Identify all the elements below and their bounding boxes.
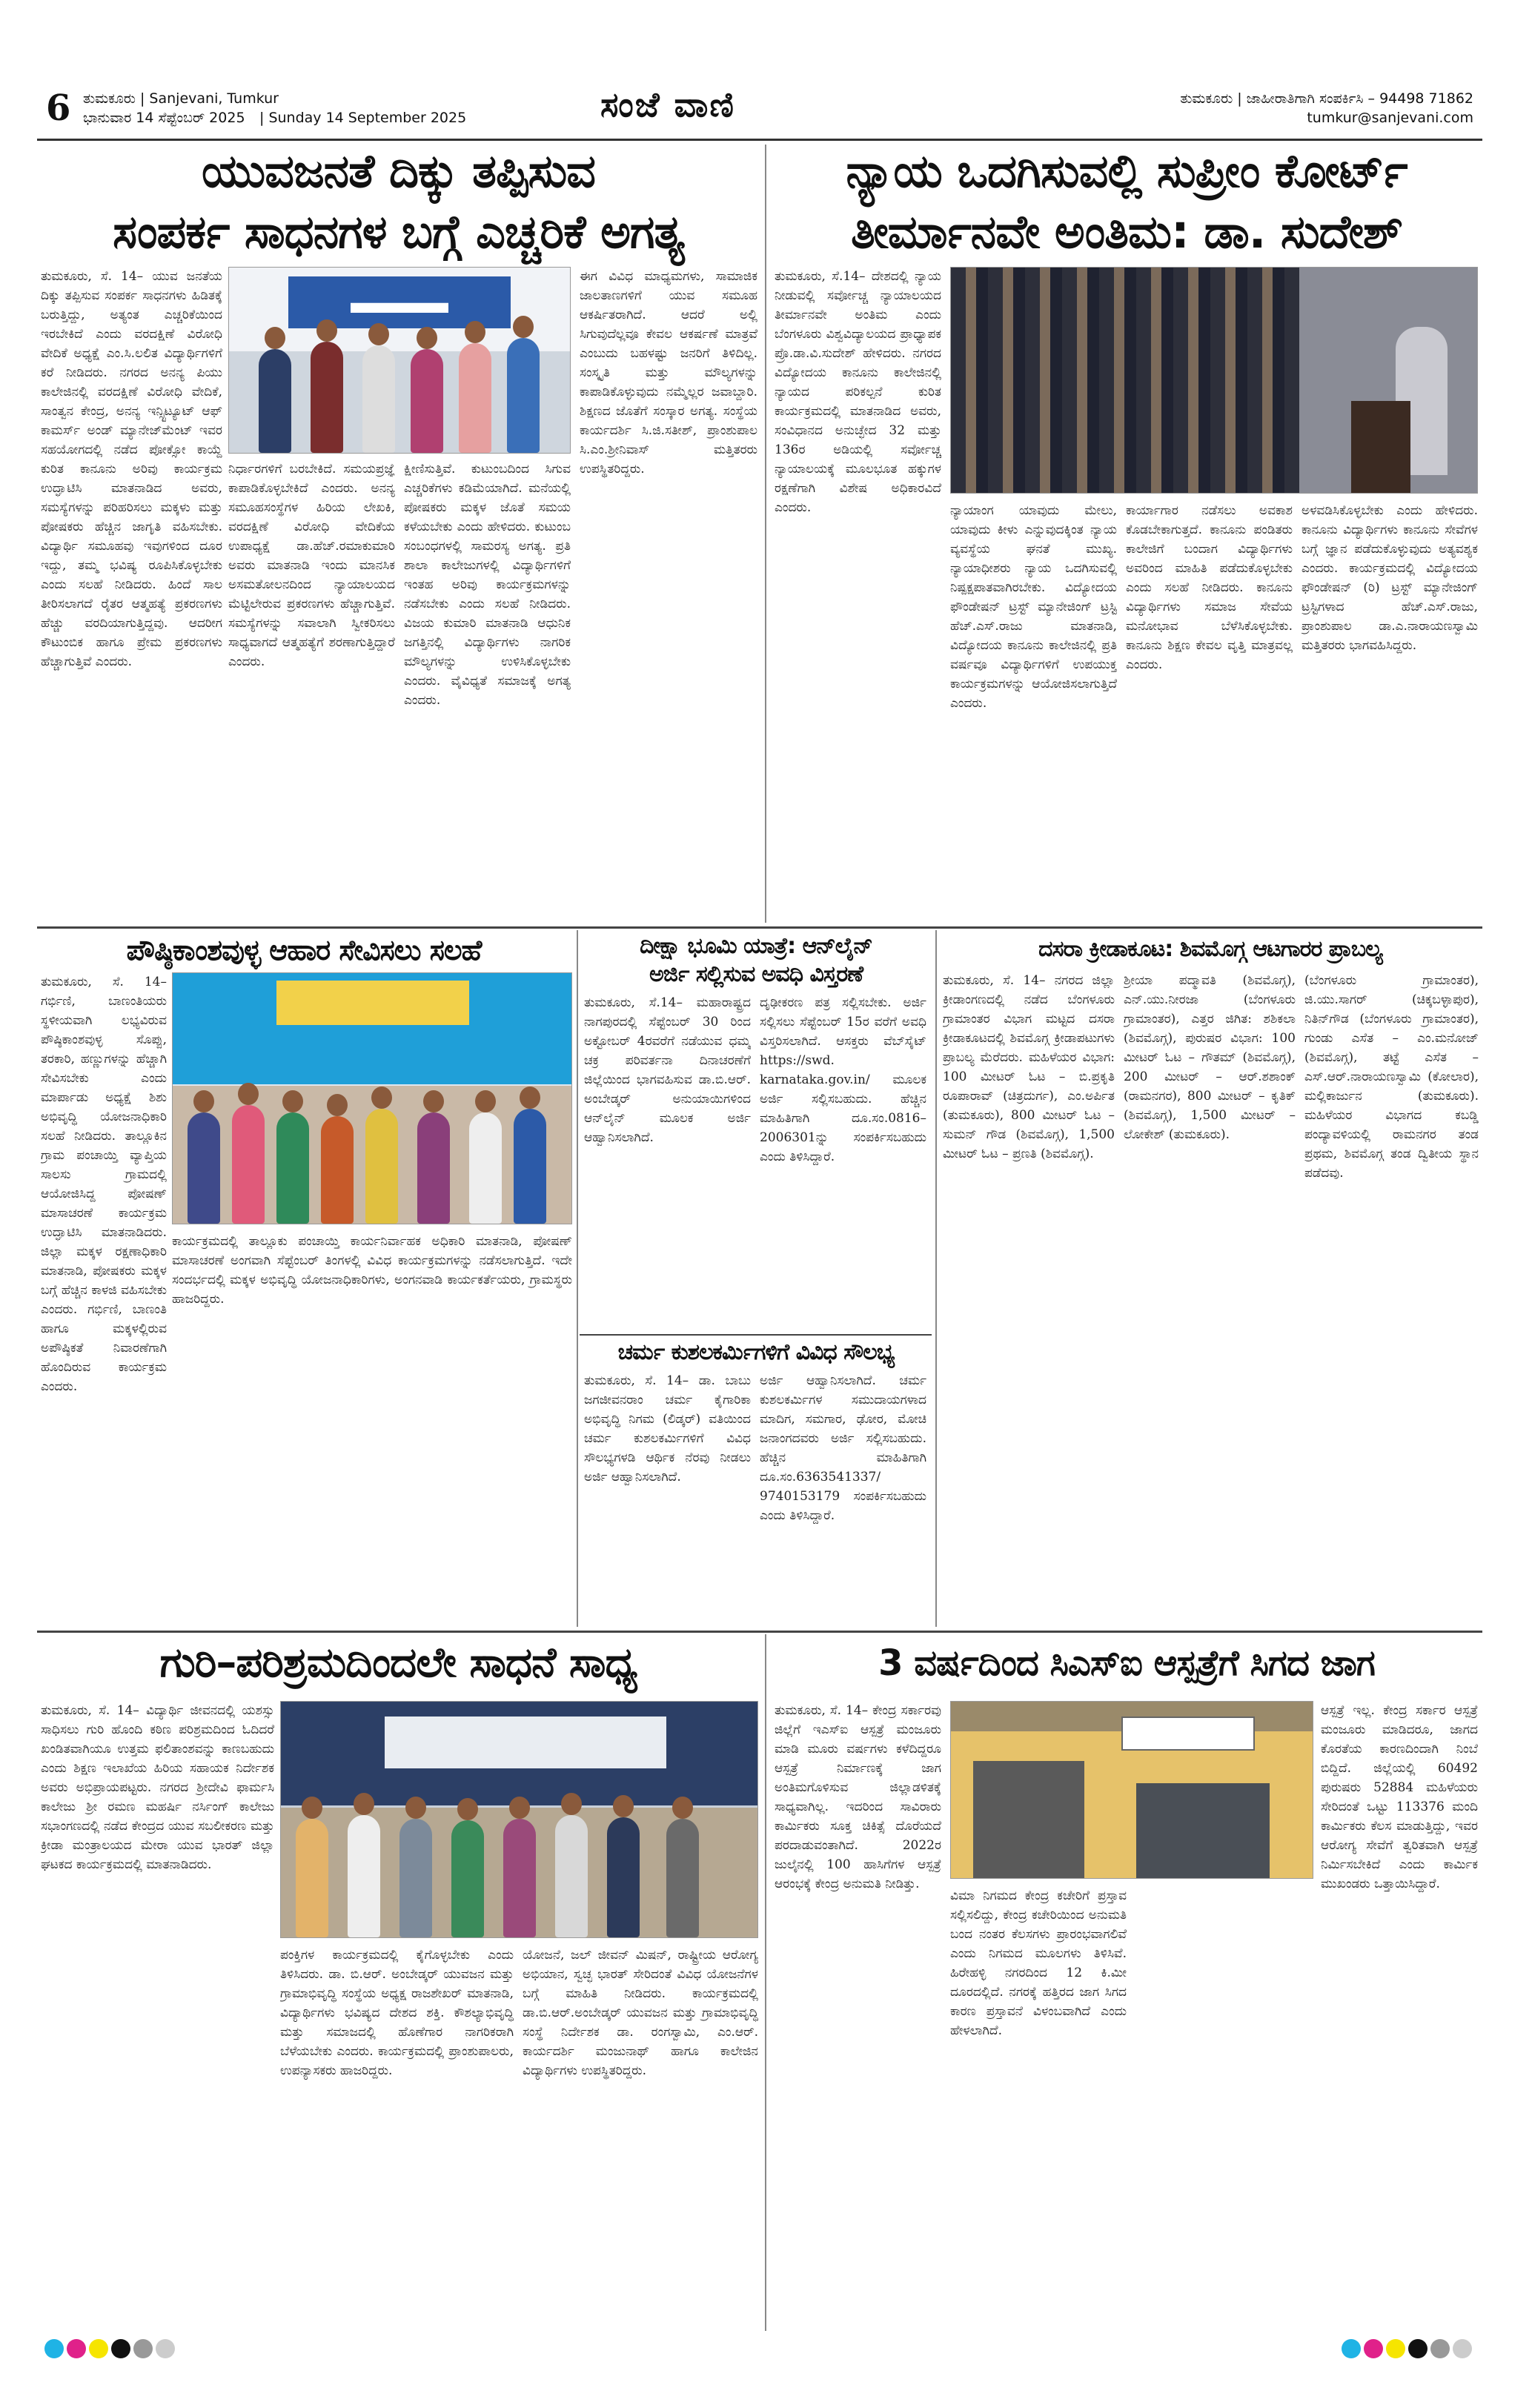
masthead-right bbox=[1180, 89, 1473, 127]
article-body-col: ವಿಮಾ ನಿಗಮದ ಕೇಂದ್ರ ಕಚೇರಿಗೆ ಪ್ರಸ್ತಾವ ಸಲ್ಲಿಸಲಿದ್ದು, ಕೇಂದ್ರ ಕಚೇರಿಯಿಂದ ಅನುಮತಿ ಬಂದ ನಂತರ ಕೆಲಸಗಳು ಪ್ರಾರಂಭವಾಗಲಿವೆ ಎಂದು ನಿಗಮದ ಮೂಲಗಳು ತಿಳಿಸಿವೆ. ಹಿರೇಹಳ್ಳಿ ನಗರದಿಂದ 12 ಕಿ.ಮೀ ದೂರದಲ್ಲಿದೆ. ನಗರಕ್ಕೆ ಹತ್ತಿರದ ಜಾಗ ಸಿಗದ ಕಾರಣ ಪ್ರಸ್ತಾವನೆ ವಿಳಂಬವಾಗಿದೆ ಎಂದು ಹೇಳಲಾಗಿದೆ. bbox=[950, 1888, 1127, 2038]
section-divider bbox=[37, 1631, 1482, 1633]
yellow-registration-dot bbox=[89, 2339, 108, 2358]
headline-line-2: ಸಂಪರ್ಕ ಸಾಧನಗಳ ಬಗ್ಗೆ ಎಚ್ಚರಿಕೆ ಅಗತ್ಯ bbox=[113, 205, 684, 259]
cyan-registration-dot bbox=[1342, 2339, 1361, 2358]
building-photo bbox=[950, 1701, 1313, 1879]
article-headline: 3 ವರ್ಷದಿಂದ ಸಿಎಸ್‌ಐ ಆಸ್ಪತ್ರೆಗೆ ಸಿಗದ ಜಾಗ bbox=[878, 1642, 1375, 1684]
gray-registration-dot bbox=[1430, 2339, 1450, 2358]
light-gray-registration-dot bbox=[1453, 2339, 1472, 2358]
article-body-col: ತುಮಕೂರು, ಸೆ. 14– ಗರ್ಭಿಣಿ, ಬಾಣಂತಿಯರು ಸ್ಥಳೀಯವಾಗಿ ಲಭ್ಯವಿರುವ ಪೌಷ್ಠಿಕಾಂಶವುಳ್ಳ ಸೊಪ್ಪು, ತರಕಾರಿ, ಹಣ್ಣುಗಳನ್ನು ಹೆಚ್ಚಾಗಿ ಸೇವಿಸಬೇಕು ಎಂದು ಮಾರ್ಪಾಡು ಅಧ್ಯಕ್ಷೆ ಶಿಶು ಅಭಿವೃದ್ಧಿ ಯೋಜನಾಧಿಕಾರಿ ಸಲಹೆ ನೀಡಿದರು. ತಾಲ್ಲೂಕಿನ ಗ್ರಾಮ ಪಂಚಾಯ್ತಿ ವ್ಯಾಪ್ತಿಯ ಸಾಲಸು ಗ್ರಾಮದಲ್ಲಿ ಆಯೋಜಿಸಿದ್ದ ಪೋಷಣ್ ಮಾಸಾಚರಣೆ ಕಾರ್ಯಕ್ರಮ ಉದ್ಘಾಟಿಸಿ ಮಾತನಾಡಿದರು. ಜಿಲ್ಲಾ ಮಕ್ಕಳ ರಕ್ಷಣಾಧಿಕಾರಿ ಮಾತನಾಡಿ, ಪೋಷಕರು ಮಕ್ಕಳ ಬಗ್ಗೆ ಹೆಚ್ಚಿನ ಕಾಳಜಿ ವಹಿಸಬೇಕು ಎಂದರು. ಗರ್ಭಿಣಿ, ಬಾಣಂತಿ ಹಾಗೂ ಮಕ್ಕಳಲ್ಲಿರುವ ಅಪೌಷ್ಠಿಕತೆ ನಿವಾರಣೆಗಾಗಿ ಹೊಂದಿರುವ ಕಾರ್ಯಕ್ರಮ ಎಂದರು. bbox=[41, 975, 167, 1394]
article-body-col: ಅಳವಡಿಸಿಕೊಳ್ಳಬೇಕು ಎಂದು ಹೇಳಿದರು. ಕಾನೂನು ವಿದ್ಯಾರ್ಥಿಗಳು ಕಾನೂನು ಸೇವೆಗಳ ಬಗ್ಗೆ ಜ್ಞಾನ ಪಡೆದುಕೊಳ್ಳುವುದು ಅತ್ಯವಶ್ಯಕ ಎಂದರು. ಕಾರ್ಯಕ್ರಮದಲ್ಲಿ ವಿದ್ಯೋದಯ ಫೌಂಡೇಷನ್ (ರಿ) ಟ್ರಸ್ಟ್ ಮ್ಯಾನೇಜಿಂಗ್ ಟ್ರಸ್ಟಿಗಳಾದ ಹೆಚ್.ಎಸ್.ರಾಜು, ಪ್ರಾಂಶುಪಾಲ ಡಾ.ಎ.ನಾರಾಯಣಸ್ವಾಮಿ ಮತ್ತಿತರರು ಭಾಗವಹಿಸಿದ್ದರು. bbox=[1301, 503, 1478, 653]
article-headline bbox=[37, 141, 760, 262]
article-body-col bbox=[1135, 1886, 1313, 2327]
headline-line-1: ಯುವಜನತೆ ದಿಕ್ಕು ತಪ್ಪಿಸುವ bbox=[202, 144, 595, 198]
print-registration-bar bbox=[37, 2335, 1482, 2364]
article-body-col: ನ್ಯಾಯಾಂಗ ಯಾವುದು ಮೇಲು, ಯಾವುದು ಕೀಳು ಎನ್ನುವುದಕ್ಕಿಂತ ನ್ಯಾಯ ವ್ಯವಸ್ಥೆಯ ಘನತೆ ಮುಖ್ಯ. ನ್ಯಾಯಾಧೀಶರು ನ್ಯಾಯ ಒದಗಿಸುವಲ್ಲಿ ನಿಷ್ಪಕ್ಷಪಾತವಾಗಿರಬೇಕು. ವಿದ್ಯೋದಯ ಫೌಂಡೇಷನ್ ಟ್ರಸ್ಟ್ ಮ್ಯಾನೇಜಿಂಗ್ ಟ್ರಸ್ಟಿ ಹೆಚ್.ಎಸ್.ರಾಜು ಮಾತನಾಡಿ, ವಿದ್ಯೋದಯ ಕಾನೂನು ಕಾಲೇಜಿನಲ್ಲಿ ಪ್ರತಿ ವರ್ಷವೂ ವಿದ್ಯಾರ್ಥಿಗಳಿಗೆ ಉಪಯುಕ್ತ ಕಾರ್ಯಕ್ರಮಗಳನ್ನು ಆಯೋಜಿಸಲಾಗುತ್ತಿದೆ ಎಂದರು. bbox=[950, 503, 1117, 711]
article-body-col: ಆಸ್ಪತ್ರೆ ಇಲ್ಲ. ಕೇಂದ್ರ ಸರ್ಕಾರ ಆಸ್ಪತ್ರೆ ಮಂಜೂರು ಮಾಡಿದರೂ, ಜಾಗದ ಕೊರತೆಯ ಕಾರಣದಿಂದಾಗಿ ನಿಂಬೆ ಬಿದ್ದಿದೆ. ಜಿಲ್ಲೆಯಲ್ಲಿ 60492 ಪುರುಷರು 52884 ಮಹಿಳೆಯರು ಸೇರಿದಂತೆ ಒಟ್ಟು 113376 ಮಂದಿ ಕಾರ್ಮಿಕರು ಕೆಲಸ ಮಾಡುತ್ತಿದ್ದು, ಇವರ ಆರೋಗ್ಯ ಸೇವೆಗೆ ತ್ವರಿತವಾಗಿ ಆಸ್ಪತ್ರೆ ನಿರ್ಮಿಸಬೇಕಿದೆ ಎಂದು ಕಾರ್ಮಿಕ ಮುಖಂಡರು ಒತ್ತಾಯಿಸಿದ್ದಾರೆ. bbox=[1321, 1703, 1478, 1891]
date-kannada: ಭಾನುವಾರ 14 ಸೆಪ್ಟೆಂಬರ್ 2025 bbox=[83, 110, 245, 126]
signboard bbox=[1121, 1717, 1255, 1751]
logo-text: ಸಂಜೆ ವಾಣಿ bbox=[600, 84, 735, 125]
audience-graphic bbox=[951, 268, 1299, 494]
cyan-registration-dot bbox=[44, 2339, 64, 2358]
article-headline bbox=[582, 932, 930, 989]
headline-line-1: ನ್ಯಾಯ ಒದಗಿಸುವಲ್ಲಿ ಸುಪ್ರೀಂ ಕೋರ್ಟ್ bbox=[846, 144, 1407, 198]
article-body-col: ತುಮಕೂರು, ಸೆ. 14– ಯುವ ಜನತೆಯ ದಿಕ್ಕು ತಪ್ಪಿಸುವ ಸಂಪರ್ಕ ಸಾಧನಗಳು ಹಿಡಿತಕ್ಕೆ ಬರುತ್ತಿದ್ದು, ಅತ್ಯಂತ ಎಚ್ಚರಿಕೆಯಿಂದ ಇರಬೇಕಿದೆ ಎಂದು ವರದಕ್ಷಿಣೆ ವಿರೋಧಿ ವೇದಿಕೆ ಅಧ್ಯಕ್ಷೆ ಎಂ.ಸಿ.ಲಲಿತ ವಿದ್ಯಾರ್ಥಿಗಳಿಗೆ ಕರೆ ನೀಡಿದರು. ನಗರದ ಅನನ್ಯ ಪಿಯು ಕಾಲೇಜಿನಲ್ಲಿ ವರದಕ್ಷಿಣೆ ವಿರೋಧಿ ವೇದಿಕೆ, ಸಾಂತ್ವನ ಕೇಂದ್ರ, ಅನನ್ಯ ಇನ್ಸ್ಟಿಟ್ಯೂಟ್ ಆಫ್ ಕಾಮರ್ಸ್ ಅಂಡ್ ಮ್ಯಾನೇಜ್‌ಮೆಂಟ್ ಇವರ ಸಹಯೋಗದಲ್ಲಿ ನಡೆದ ಪೋಕ್ಸೋ ಕಾಯ್ದೆ ಕುರಿತ ಕಾನೂನು ಅರಿವು ಕಾರ್ಯಕ್ರಮ ಉದ್ಘಾಟಿಸಿ ಮಾತನಾಡಿದ ಅವರು, ಸಮಸ್ಯೆಗಳನ್ನು ಪರಿಹರಿಸಲು ಮಕ್ಕಳು ಮತ್ತು ಪೋಷಕರು ಹೆಚ್ಚಿನ ಜಾಗೃತಿ ವಹಿಸಬೇಕು. ವಿದ್ಯಾರ್ಥಿ ಸಮೂಹವು ಇವುಗಳಿಂದ ದೂರ ಇದ್ದು, ತಮ್ಮ ಭವಿಷ್ಯ ರೂಪಿಸಿಕೊಳ್ಳಬೇಕು ಎಂದು ಸಲಹೆ ನೀಡಿದರು. ಹಿಂದೆ ಸಾಲ ತೀರಿಸಲಾಗದೆ ರೈತರ ಆತ್ಮಹತ್ಯೆ ಪ್ರಕರಣಗಳು ಹೆಚ್ಚು ವರದಿಯಾಗುತ್ತಿದ್ದವು. ಆದರೀಗ ಕೌಟುಂಬಿಕ ಹಾಗೂ ಪ್ರೇಮ ಪ್ರಕರಣಗಳು ಹೆಚ್ಚಾಗುತ್ತಿವೆ ಎಂದರು. bbox=[41, 269, 222, 669]
column-divider bbox=[765, 145, 766, 923]
article-body-col: ತುಮಕೂರು, ಸೆ. 14– ವಿದ್ಯಾರ್ಥಿ ಜೀವನದಲ್ಲಿ ಯಶಸ್ಸು ಸಾಧಿಸಲು ಗುರಿ ಹೊಂದಿ ಕಠಿಣ ಪರಿಶ್ರಮದಿಂದ ಓದಿದರೆ ಖಂಡಿತವಾಗಿಯೂ ಉತ್ತಮ ಫಲಿತಾಂಶವನ್ನು ಕಾಣಬಹುದು ಎಂದು ಶಿಕ್ಷಣ ಇಲಾಖೆಯ ಹಿರಿಯ ಸಹಾಯಕ ನಿರ್ದೇಶಕ ಅವರು ಅಭಿಪ್ರಾಯಪಟ್ಟರು. ನಗರದ ಶ್ರೀದೇವಿ ಫಾರ್ಮಸಿ ಕಾಲೇಜು ಶ್ರೀ ರಮಣ ಮಹರ್ಷಿ ನರ್ಸಿಂಗ್ ಕಾಲೇಜು ಸಭಾಂಗಣದಲ್ಲಿ ನಡೆದ ಕೇಂದ್ರದ ಯುವ ಸಬಲೀಕರಣ ಮತ್ತು ಕ್ರೀಡಾ ಮಂತ್ರಾಲಯದ ಮೇರಾ ಯುವ ಭಾರತ್ ಜಿಲ್ಲಾ ಘಟಕದ ಕಾರ್ಯಕ್ರಮದಲ್ಲಿ ಮಾತನಾಡಿದರು. bbox=[41, 1703, 274, 1872]
magenta-registration-dot bbox=[67, 2339, 86, 2358]
light-gray-registration-dot bbox=[156, 2339, 175, 2358]
article-body-col: ತುಮಕೂರು, ಸೆ. 14– ಕೇಂದ್ರ ಸರ್ಕಾರವು ಜಿಲ್ಲೆಗೆ ಇಎಸ್‌ಐ ಆಸ್ಪತ್ರೆ ಮಂಜೂರು ಮಾಡಿ ಮೂರು ವರ್ಷಗಳು ಕಳೆದಿದ್ದರೂ ಆಸ್ಪತ್ರೆ ನಿರ್ಮಾಣಕ್ಕೆ ಜಾಗ ಅಂತಿಮಗೊಳಿಸುವ ಜಿಲ್ಲಾಡಳಿತಕ್ಕೆ ಸಾಧ್ಯವಾಗಿಲ್ಲ. ಇದರಿಂದ ಸಾವಿರಾರು ಕಾರ್ಮಿಕರು ಸೂಕ್ತ ಚಿಕಿತ್ಸೆ ದೊರೆಯದೆ ಪರದಾಡುವಂತಾಗಿದೆ. 2022ರ ಜುಲೈನಲ್ಲಿ 100 ಹಾಸಿಗೆಗಳ ಆಸ್ಪತ್ರೆ ಆರಂಭಕ್ಕೆ ಕೇಂದ್ರ ಅನುಮತಿ ನೀಡಿತ್ತು. bbox=[775, 1703, 941, 1891]
headline-line-2: ತೀರ್ಮಾನವೇ ಅಂತಿಮ: ಡಾ. ಸುದೇಶ್ bbox=[850, 205, 1402, 259]
article-body-col: ತುಮಕೂರು, ಸೆ. 14– ನಗರದ ಜಿಲ್ಲಾ ಕ್ರೀಡಾಂಗಣದಲ್ಲಿ ನಡೆದ ಬೆಂಗಳೂರು ಗ್ರಾಮಾಂತರ ವಿಭಾಗ ಮಟ್ಟದ ದಸರಾ ಕ್ರೀಡಾಕೂಟದಲ್ಲಿ ಶಿವಮೊಗ್ಗ ಕ್ರೀಡಾಪಟುಗಳು ಪ್ರಾಬಲ್ಯ ಮೆರೆದರು. ಮಹಿಳೆಯರ ವಿಭಾಗ: 100 ಮೀಟರ್ ಓಟ – ಬಿ.ಪ್ರಕೃತಿ ರೂಪಾರಾವ್ (ಚಿತ್ರದುರ್ಗ), ಎಂ.ಅರ್ಪಿತ (ತುಮಕೂರು), 800 ಮೀಟರ್ ಓಟ – ಸುಮನ್ ಗೌಡ (ಶಿವಮೊಗ್ಗ), 1,500 ಮೀಟರ್ ಓಟ – ಪ್ರಣತಿ (ಶಿವಮೊಗ್ಗ). bbox=[943, 973, 1115, 1161]
article-body-col: ಕಾರ್ಯಕ್ರಮದಲ್ಲಿ ತಾಲ್ಲೂಕು ಪಂಚಾಯ್ತಿ ಕಾರ್ಯನಿರ್ವಾಹಕ ಅಧಿಕಾರಿ ಮಾತನಾಡಿ, ಪೋಷಣ್ ಮಾಸಾಚರಣೆ ಅಂಗವಾಗಿ ಸೆಪ್ಟೆಂಬರ್ ತಿಂಗಳಲ್ಲಿ ವಿವಿಧ ಕಾರ್ಯಕ್ರಮಗಳನ್ನು ನಡೆಸಲಾಗುತ್ತಿದೆ. ಇದೇ ಸಂದರ್ಭದಲ್ಲಿ ಮಕ್ಕಳ ಅಭಿವೃದ್ಧಿ ಯೋಜನಾಧಿಕಾರಿಗಳು, ಅಂಗನವಾಡಿ ಕಾರ್ಯಕರ್ತೆಯರು, ಗ್ರಾಮಸ್ಥರು ಹಾಜರಿದ್ದರು. bbox=[172, 1234, 572, 1307]
article-body-col: ಕ್ಷೀಣಿಸುತ್ತಿವೆ. ಕುಟುಂಬದಿಂದ ಸಿಗುವ ಎಚ್ಚರಿಕೆಗಳು ಕಡಿಮೆಯಾಗಿದೆ. ಮನೆಯಲ್ಲಿ ಪೋಷಕರು ಮಕ್ಕಳ ಜೊತೆ ಸಮಯ ಕಳೆಯಬೇಕು ಎಂದು ಹೇಳಿದರು. ಕುಟುಂಬ ಸಂಬಂಧಗಳಲ್ಲಿ ಸಾಮರಸ್ಯ ಅಗತ್ಯ. ಪ್ರತಿ ಶಾಲಾ ಕಾಲೇಜುಗಳಲ್ಲಿ ವಿದ್ಯಾರ್ಥಿಗಳಿಗೆ ಇಂತಹ ಅರಿವು ಕಾರ್ಯಕ್ರಮಗಳನ್ನು ನಡೆಸಬೇಕು ಎಂದು ಸಲಹೆ ನೀಡಿದರು. ವಿಜಯ ಕುಮಾರಿ ಮಾತನಾಡಿ ಆಧುನಿಕ ಜಗತ್ತಿನಲ್ಲಿ ವಿದ್ಯಾರ್ಥಿಗಳು ನಾಗರಿಕ ಮೌಲ್ಯಗಳನ್ನು ಉಳಿಸಿಕೊಳ್ಳಬೇಕು ಎಂದರು. ವೈವಿಧ್ಯತೆ ಸಮಾಜಕ್ಕೆ ಅಗತ್ಯ ಎಂದರು. bbox=[404, 462, 571, 708]
shutter bbox=[1136, 1783, 1270, 1879]
article-body-col: ಕಾರ್ಯಾಗಾರ ನಡೆಸಲು ಅವಕಾಶ ಕೊಡಬೇಕಾಗುತ್ತದೆ. ಕಾನೂನು ಪಂಡಿತರು ಕಾಲೇಜಿಗೆ ಬಂದಾಗ ವಿದ್ಯಾರ್ಥಿಗಳು ಅವರಿಂದ ಮಾಹಿತಿ ಪಡೆದುಕೊಳ್ಳಬೇಕು ಎಂದು ಸಲಹೆ ನೀಡಿದರು. ಕಾನೂನು ವಿದ್ಯಾರ್ಥಿಗಳು ಸಮಾಜ ಸೇವೆಯ ಮನೋಭಾವ ಬೆಳೆಸಿಕೊಳ್ಳಬೇಕು. ಕಾನೂನು ಶಿಕ್ಷಣ ಕೇವಲ ವೃತ್ತಿ ಮಾತ್ರವಲ್ಲ ಎಂದರು. bbox=[1126, 503, 1293, 672]
article-body-col: ದೃಢೀಕರಣ ಪತ್ರ ಸಲ್ಲಿಸಬೇಕು. ಅರ್ಜಿ ಸಲ್ಲಿಸಲು ಸೆಪ್ಟೆಂಬರ್ 15ರ ವರೆಗೆ ಅವಧಿ ವಿಸ್ತರಿಸಲಾಗಿದೆ. ಆಸಕ್ತರು ವೆಬ್‌ಸೈಟ್ https://swd. karnataka.gov.in/ ಮೂಲಕ ಅರ್ಜಿ ಸಲ್ಲಿಸಬಹುದು. ಹೆಚ್ಚಿನ ಮಾಹಿತಿಗಾಗಿ ದೂ.ಸಂ.0816–2006301ನ್ನು ಸಂಪರ್ಕಿಸಬಹುದು ಎಂದು ತಿಳಿಸಿದ್ದಾರೆ. bbox=[760, 995, 926, 1164]
article-body-col: (ಬೆಂಗಳೂರು ಗ್ರಾಮಾಂತರ), ಜಿ.ಯು.ಸಾಗರ್ (ಚಿಕ್ಕಬಳ್ಳಾಪುರ), ನಿತಿನ್‌ಗೌಡ (ಬೆಂಗಳೂರು ಗ್ರಾಮಾಂತರ), ಗುಂಡು ಎಸೆತ – ಎಂ.ಮನೋಜ್ (ಶಿವಮೊಗ್ಗ), ತಟ್ಟೆ ಎಸೆತ – ಎಸ್.ಆರ್.ನಾರಾಯಣಸ್ವಾಮಿ (ಕೋಲಾರ), ಮಲ್ಲಿಕಾರ್ಜುನ (ತುಮಕೂರು). ಮಹಿಳೆಯರ ವಿಭಾಗದ ಕಬಡ್ಡಿ ಪಂದ್ಯಾವಳಿಯಲ್ಲಿ ರಾಮನಗರ ತಂಡ ಪ್ರಥಮ, ಶಿವಮೊಗ್ಗ ತಂಡ ದ್ವಿತೀಯ ಸ್ಥಾನ ಪಡೆದವು. bbox=[1304, 973, 1479, 1181]
article-body-col: ಈಗ ವಿವಿಧ ಮಾಧ್ಯಮಗಳು, ಸಾಮಾಜಿಕ ಜಾಲತಾಣಗಳಿಗೆ ಯುವ ಸಮೂಹ ಆಕರ್ಷಿತರಾಗಿದೆ. ಆದರೆ ಅಲ್ಲಿ ಸಿಗುವುದೆಲ್ಲವೂ ಕೇವಲ ಆಕರ್ಷಣೆ ಮಾತ್ರವೆ ಎಂಬುದು ಬಹಳಷ್ಟು ಜನರಿಗೆ ತಿಳಿದಿಲ್ಲ. ಸಂಸ್ಕೃತಿ ಮತ್ತು ಮೌಲ್ಯಗಳನ್ನು ಕಾಪಾಡಿಕೊಳ್ಳುವುದು ನಮ್ಮೆಲ್ಲರ ಜವಾಬ್ದಾರಿ. ಶಿಕ್ಷಣದ ಜೊತೆಗೆ ಸಂಸ್ಕಾರ ಅಗತ್ಯ. ಸಂಸ್ಥೆಯ ಕಾರ್ಯದರ್ಶಿ ಸಿ.ಜಿ.ಸತೀಶ್, ಪ್ರಾಂಶುಪಾಲ ಸಿ.ಎಂ.ಶ್ರೀನಿವಾಸ್ ಮತ್ತಿತರರು ಉಪಸ್ಥಿತರಿದ್ದರು. bbox=[580, 269, 757, 477]
masthead bbox=[37, 82, 1482, 141]
event-photo bbox=[950, 267, 1478, 494]
headline-line-2: ಅರ್ಜಿ ಸಲ್ಲಿಸುವ ಅವಧಿ ವಿಸ್ತರಣೆ bbox=[649, 961, 863, 987]
podium bbox=[1351, 401, 1410, 494]
place-paper: ತುಮಕೂರು | Sanjevani, Tumkur bbox=[83, 90, 279, 107]
date-english bbox=[259, 108, 466, 127]
banner-graphic bbox=[276, 981, 469, 1025]
article-headline: ದಸರಾ ಕ್ರೀಡಾಕೂಟ: ಶಿವಮೊಗ್ಗ ಆಟಗಾರರ ಪ್ರಾಬಲ್ಯ bbox=[1038, 936, 1382, 962]
magenta-registration-dot bbox=[1364, 2339, 1383, 2358]
article-body-col: ತುಮಕೂರು, ಸೆ. 14– ಡಾ. ಬಾಬು ಜಗಜೀವನರಾಂ ಚರ್ಮ ಕೈಗಾರಿಕಾ ಅಭಿವೃದ್ಧಿ ನಿಗಮ (ಲಿಡ್ಕರ್) ವತಿಯಿಂದ ಚರ್ಮ ಕುಶಲಕರ್ಮಿಗಳಿಗೆ ವಿವಿಧ ಸೌಲಭ್ಯಗಳಡಿ ಆರ್ಥಿಕ ನೆರವು ನೀಡಲು ಅರ್ಜಿ ಆಹ್ವಾನಿಸಲಾಗಿದೆ. bbox=[584, 1373, 751, 1485]
black-registration-dot bbox=[1408, 2339, 1427, 2358]
article-body-col: ತುಮಕೂರು, ಸೆ.14– ಮಹಾರಾಷ್ಟ್ರದ ನಾಗಪುರದಲ್ಲಿ ಸೆಪ್ಟೆಂಬರ್ 30 ರಿಂದ ಅಕ್ಟೋಬರ್ 4ರವರೆಗೆ ನಡೆಯುವ ಧಮ್ಮ ಚಕ್ರ ಪರಿವರ್ತನಾ ದಿನಾಚರಣೆಗೆ ಜಿಲ್ಲೆಯಿಂದ ಭಾಗವಹಿಸುವ ಡಾ.ಬಿ.ಆರ್. ಅಂಬೇಡ್ಕರ್ ಅನುಯಾಯಿಗಳಿಂದ ಆನ್‌ಲೈನ್ ಮೂಲಕ ಅರ್ಜಿ ಆಹ್ವಾನಿಸಲಾಗಿದೆ. bbox=[584, 995, 751, 1145]
event-photo bbox=[228, 267, 571, 454]
email-link[interactable]: tumkur@sanjevani.com bbox=[1307, 110, 1473, 126]
article-headline bbox=[771, 141, 1482, 262]
contact-line: ತುಮಕೂರು | ಜಾಹೀರಾತಿಗಾಗಿ ಸಂಪರ್ಕಿಸಿ – 94498 71862 bbox=[1180, 90, 1473, 107]
column-divider bbox=[765, 1634, 766, 2331]
article-headline: ಚರ್ಮ ಕುಶಲಕರ್ಮಿಗಳಿಗೆ ವಿವಿಧ ಸೌಲಭ್ಯ bbox=[617, 1339, 895, 1365]
newspaper-logo bbox=[600, 84, 735, 126]
article-headline: ಗುರಿ–ಪರಿಶ್ರಮದಿಂದಲೇ ಸಾಧನೆ ಸಾಧ್ಯ bbox=[159, 1639, 637, 1687]
gray-registration-dot bbox=[133, 2339, 153, 2358]
article-body-col: ಅರ್ಜಿ ಆಹ್ವಾನಿಸಲಾಗಿದೆ. ಚರ್ಮ ಕುಶಲಕರ್ಮಿಗಳ ಸಮುದಾಯಗಳಾದ ಮಾದಿಗ, ಸಮಗಾರ, ಢೋರ, ಮೋಚಿ ಜನಾಂಗದವರು ಅರ್ಜಿ ಸಲ್ಲಿಸಬಹುದು. ಹೆಚ್ಚಿನ ಮಾಹಿತಿಗಾಗಿ ದೂ.ಸಂ.6363541337/ 9740153179 ಸಂಪರ್ಕಿಸಬಹುದು ಎಂದು ತಿಳಿಸಿದ್ದಾರೆ. bbox=[760, 1373, 926, 1523]
banner-graphic: ▬▬▬ bbox=[288, 276, 511, 328]
article-body-col: ಶ್ರೀಯಾ ಪದ್ಮಾವತಿ (ಶಿವಮೊಗ್ಗ), ಎನ್.ಯು.ನೀರಜಾ (ಬೆಂಗಳೂರು ಗ್ರಾಮಾಂತರ), ಎತ್ತರ ಜಿಗಿತ: ಶಶಿಕಲಾ (ಶಿವಮೊಗ್ಗ), ಪುರುಷರ ವಿಭಾಗ: 100 ಮೀಟರ್ ಓಟ – ಗೌತಮ್ (ಶಿವಮೊಗ್ಗ), 200 ಮೀಟರ್ – ಆರ್.ಶಶಾಂಕ್ (ರಾಮನಗರ), 800 ಮೀಟರ್ – ಕೃತಿಕ್ (ಶಿವಮೊಗ್ಗ), 1,500 ಮೀಟರ್ – ಲೋಕೇಶ್ (ತುಮಕೂರು). bbox=[1124, 973, 1296, 1142]
event-photo bbox=[172, 972, 572, 1224]
date-english-text: | Sunday 14 September 2025 bbox=[259, 110, 467, 126]
page-number: 6 bbox=[46, 87, 71, 129]
article-body-col: ನಿರ್ಧಾರಗಳಿಗೆ ಬರಬೇಕಿದೆ. ಸಮಯಪ್ರಜ್ಞೆ ಕಾಪಾಡಿಕೊಳ್ಳಬೇಕಿದೆ ಎಂದರು. ಅನನ್ಯ ಸಮೂಹಸಂಸ್ಥೆಗಳ ಹಿರಿಯ ಲೇಖಕಿ, ವರದಕ್ಷಿಣೆ ವಿರೋಧಿ ವೇದಿಕೆಯ ಉಪಾಧ್ಯಕ್ಷೆ ಡಾ.ಹೆಚ್.ರಮಾಕುಮಾರಿ ಅವರು ಮಾತನಾಡಿ ಇಂದು ಮಾನಸಿಕ ಅಸಮತೋಲನದಿಂದ ನ್ಯಾಯಾಲಯದ ಮೆಟ್ಟಿಲೇರುವ ಪ್ರಕರಣಗಳು ಹೆಚ್ಚಾಗುತ್ತಿವೆ. ಸಮಸ್ಯೆಗಳನ್ನು ಸವಾಲಾಗಿ ಸ್ವೀಕರಿಸಲು ಸಾಧ್ಯವಾಗದೆ ಆತ್ಮಹತ್ಯೆಗೆ ಶರಣಾಗುತ್ತಿದ್ದಾರೆ ಎಂದರು. bbox=[228, 462, 395, 669]
article-headline: ಪೌಷ್ಠಿಕಾಂಶವುಳ್ಳ ಆಹಾರ ಸೇವಿಸಲು ಸಲಹೆ bbox=[126, 934, 482, 966]
black-registration-dot bbox=[111, 2339, 130, 2358]
article-body-col: ತುಮಕೂರು, ಸೆ.14– ದೇಶದಲ್ಲಿ ನ್ಯಾಯ ನೀಡುವಲ್ಲಿ ಸರ್ವೋಚ್ಚ ನ್ಯಾಯಾಲಯದ ತೀರ್ಮಾನವೇ ಅಂತಿಮ ಎಂದು ಬೆಂಗಳೂರು ವಿಶ್ವವಿದ್ಯಾಲಯದ ಪ್ರಾಧ್ಯಾಪಕ ಪ್ರೊ.ಡಾ.ವಿ.ಸುದೇಶ್ ಹೇಳಿದರು. ನಗರದ ವಿದ್ಯೋದಯ ಕಾನೂನು ಕಾಲೇಜಿನಲ್ಲಿ ನ್ಯಾಯದ ಪರಿಕಲ್ಪನೆ ಕುರಿತ ಕಾರ್ಯಕ್ರಮದಲ್ಲಿ ಮಾತನಾಡಿದ ಅವರು, ಸಂವಿಧಾನದ ಅನುಚ್ಛೇದ 32 ಮತ್ತು 136ರ ಅಡಿಯಲ್ಲಿ ಸರ್ವೋಚ್ಚ ನ್ಯಾಯಾಲಯಕ್ಕೆ ಮೂಲಭೂತ ಹಕ್ಕುಗಳ ರಕ್ಷಣೆಗಾಗಿ ವಿಶೇಷ ಅಧಿಕಾರವಿದೆ ಎಂದರು. bbox=[775, 269, 941, 515]
event-photo bbox=[280, 1701, 758, 1938]
banner-graphic bbox=[385, 1717, 666, 1768]
column-divider bbox=[577, 930, 578, 1627]
masthead-left bbox=[83, 89, 279, 127]
section-divider bbox=[580, 1334, 932, 1336]
section-divider bbox=[37, 926, 1482, 929]
article-body-col: ಯೋಜನೆ, ಜಲ್ ಜೀವನ್ ಮಿಷನ್, ರಾಷ್ಟ್ರೀಯ ಆರೋಗ್ಯ ಅಭಿಯಾನ, ಸ್ವಚ್ಛ ಭಾರತ್ ಸೇರಿದಂತೆ ವಿವಿಧ ಯೋಜನೆಗಳ ಬಗ್ಗೆ ಮಾಹಿತಿ ನೀಡಿದರು. ಕಾರ್ಯಕ್ರಮದಲ್ಲಿ ಡಾ.ಬಿ.ಆರ್.ಅಂಬೇಡ್ಕರ್ ಯುವಜನ ಮತ್ತು ಗ್ರಾಮಾಭಿವೃದ್ಧಿ ಸಂಸ್ಥೆ ನಿರ್ದೇಶಕ ಡಾ. ರಂಗಸ್ವಾಮಿ, ಎಂ.ಆರ್. ಕಾರ್ಯದರ್ಶಿ ಮಂಜುನಾಥ್ ಹಾಗೂ ಕಾಲೇಜಿನ ವಿದ್ಯಾರ್ಥಿಗಳು ಉಪಸ್ಥಿತರಿದ್ದರು. bbox=[523, 1948, 758, 2078]
article-body-col: ಪಂಕ್ತಿಗಳ ಕಾರ್ಯಕ್ರಮದಲ್ಲಿ ಕೈಗೊಳ್ಳಬೇಕು ಎಂದು ತಿಳಿಸಿದರು. ಡಾ. ಬಿ.ಆರ್. ಅಂಬೇಡ್ಕರ್ ಯುವಜನ ಮತ್ತು ಗ್ರಾಮಾಭಿವೃದ್ಧಿ ಸಂಸ್ಥೆಯ ಅಧ್ಯಕ್ಷ ರಾಜಶೇಖರ್ ಮಾತನಾಡಿ, ವಿದ್ಯಾರ್ಥಿಗಳು ಭವಿಷ್ಯದ ದೇಶದ ಶಕ್ತಿ. ಕೌಶಲ್ಯಾಭಿವೃದ್ಧಿ ಮತ್ತು ಸಮಾಜದಲ್ಲಿ ಹೊಣೆಗಾರ ನಾಗರಿಕರಾಗಿ ಬೆಳೆಯಬೇಕು ಎಂದರು. ಕಾರ್ಯಕ್ರಮದಲ್ಲಿ ಪ್ರಾಂಶುಪಾಲರು, ಉಪನ್ಯಾಸಕರು ಹಾಜರಿದ್ದರು. bbox=[280, 1948, 514, 2078]
doorway bbox=[973, 1761, 1084, 1879]
yellow-registration-dot bbox=[1386, 2339, 1405, 2358]
column-divider bbox=[935, 930, 937, 1627]
headline-line-1: ದೀಕ್ಷಾ ಭೂಮಿ ಯಾತ್ರೆ: ಆನ್‌ಲೈನ್ bbox=[640, 933, 872, 959]
